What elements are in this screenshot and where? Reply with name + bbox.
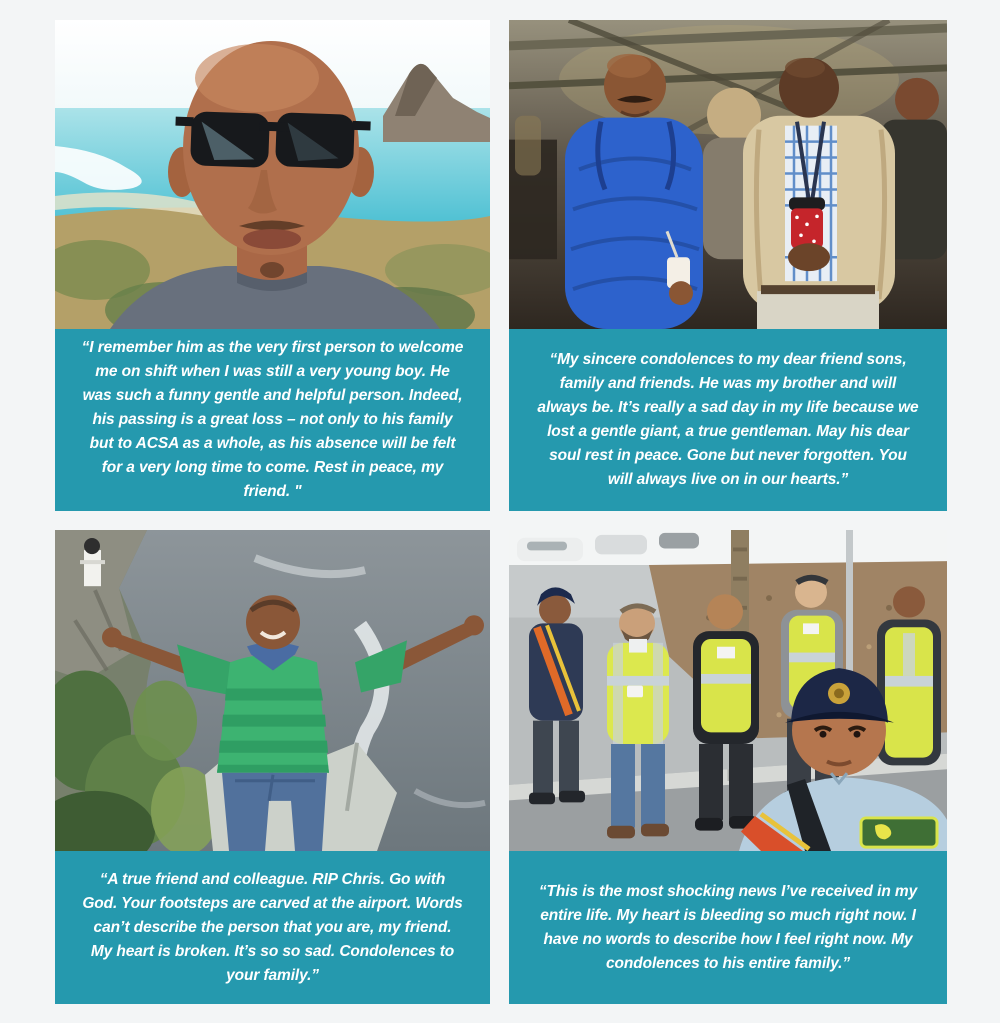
quote-box-2	[509, 329, 947, 511]
quote-text-3: “A true friend and colleague. RIP Chris. Go with God. Your footsteps are carved at the airport. Words can’t describe the person that you are, my friend. My heart is broken. It’s so so sad. Condolences to your family.”	[82, 870, 463, 984]
tribute-card-2	[509, 20, 947, 511]
quote-box-1	[55, 329, 490, 511]
quote-text-2: “My sincere condolences to my dear friend sons, family and friends. He was my brother and will always be. It’s really a sad day in my life because we lost a gentle giant, a true gentleman. May his dear soul rest in peace. Gone but never forgotten. You will always live on in our hearts.”	[537, 351, 919, 488]
photo-two-colleagues	[509, 20, 947, 329]
photo-cliff-arms-outstretched	[55, 530, 490, 851]
tribute-card-3	[55, 530, 490, 1004]
photo-group-selfie-vests	[509, 530, 947, 851]
photo-selfie-bay	[55, 20, 490, 329]
quote-text-4: “This is the most shocking news I’ve received in my entire life. My heart is bleeding so much right now. I have no words to describe how I feel right now. My condolences to his entire family.”	[538, 882, 918, 972]
photo-card-4	[509, 530, 947, 1004]
quote-box-4	[509, 851, 947, 1004]
quote-box-3	[55, 851, 490, 1004]
tribute-grid	[55, 20, 947, 1004]
quote-text-1: “I remember him as the very first person to welcome me on shift when I was still a very young boy. He was such a funny gentle and helpful person. Indeed, his passing is a great loss – not only to his family but to ACSA as a whole, as his absence will be felt for a very long time to come. Rest in peace, my friend. "	[81, 339, 464, 500]
tribute-card-1	[55, 20, 490, 511]
